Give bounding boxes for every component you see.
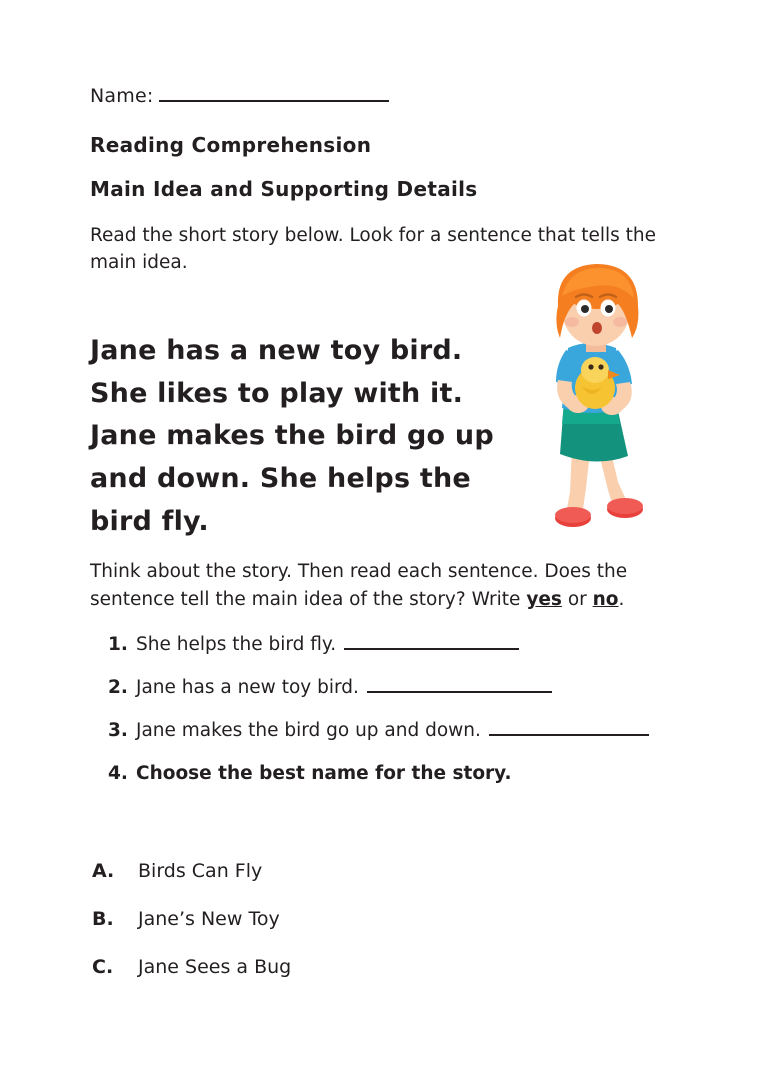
question-list <box>90 634 680 806</box>
question-item-3 <box>90 720 680 741</box>
question-number-3: 3. <box>108 720 128 741</box>
question-text-1: She helps the bird fly. <box>136 634 337 655</box>
answer-blank-2[interactable] <box>367 678 552 693</box>
question-item-2 <box>90 677 680 698</box>
choice-item-a[interactable] <box>90 860 590 882</box>
choice-text-c: Jane Sees a Bug <box>138 956 292 978</box>
page-title: Reading Comprehension <box>90 133 372 157</box>
question-item-4 <box>90 763 680 784</box>
name-row <box>90 85 389 107</box>
instructions-primary: Read the short story below. Look for a sentence that tells the main idea. <box>90 225 656 274</box>
choice-label-c: C. <box>92 956 114 978</box>
girl-with-bird-illustration <box>498 252 688 542</box>
question-number-1: 1. <box>108 634 128 655</box>
question-item-1 <box>90 634 680 655</box>
worksheet-content <box>88 0 688 1085</box>
choice-item-c[interactable] <box>90 956 590 978</box>
question-text-3: Jane makes the bird go up and down. <box>136 720 481 741</box>
question-number-4: 4. <box>108 763 128 784</box>
answer-blank-3[interactable] <box>489 721 649 736</box>
instructions-secondary-part1: Think about the story. Then read each sentence. Does the sentence tell the main idea of the story? Write <box>90 561 628 610</box>
instructions-secondary-end: . <box>618 588 625 610</box>
story-passage: Jane has a new toy bird. She likes to play with it. Jane makes the bird go up and down. She helps the bird fly. <box>90 335 494 537</box>
choice-label-a: A. <box>92 860 115 882</box>
question-text-2: Jane has a new toy bird. <box>136 677 359 698</box>
question-number-2: 2. <box>108 677 128 698</box>
choice-list <box>90 860 590 1004</box>
name-blank-line[interactable] <box>159 86 389 102</box>
answer-word-yes: yes <box>526 588 562 610</box>
question-text-4: Choose the best name for the story. <box>136 763 512 784</box>
name-label: Name: <box>90 85 154 107</box>
instructions-secondary-or: or <box>561 588 593 610</box>
answer-word-no: no <box>592 588 619 610</box>
choice-text-b: Jane’s New Toy <box>138 908 280 930</box>
page-subtitle: Main Idea and Supporting Details <box>90 177 478 201</box>
choice-label-b: B. <box>92 908 114 930</box>
answer-blank-1[interactable] <box>344 635 519 650</box>
instructions-secondary <box>90 558 670 614</box>
choice-item-b[interactable] <box>90 908 590 930</box>
choice-text-a: Birds Can Fly <box>138 860 263 882</box>
